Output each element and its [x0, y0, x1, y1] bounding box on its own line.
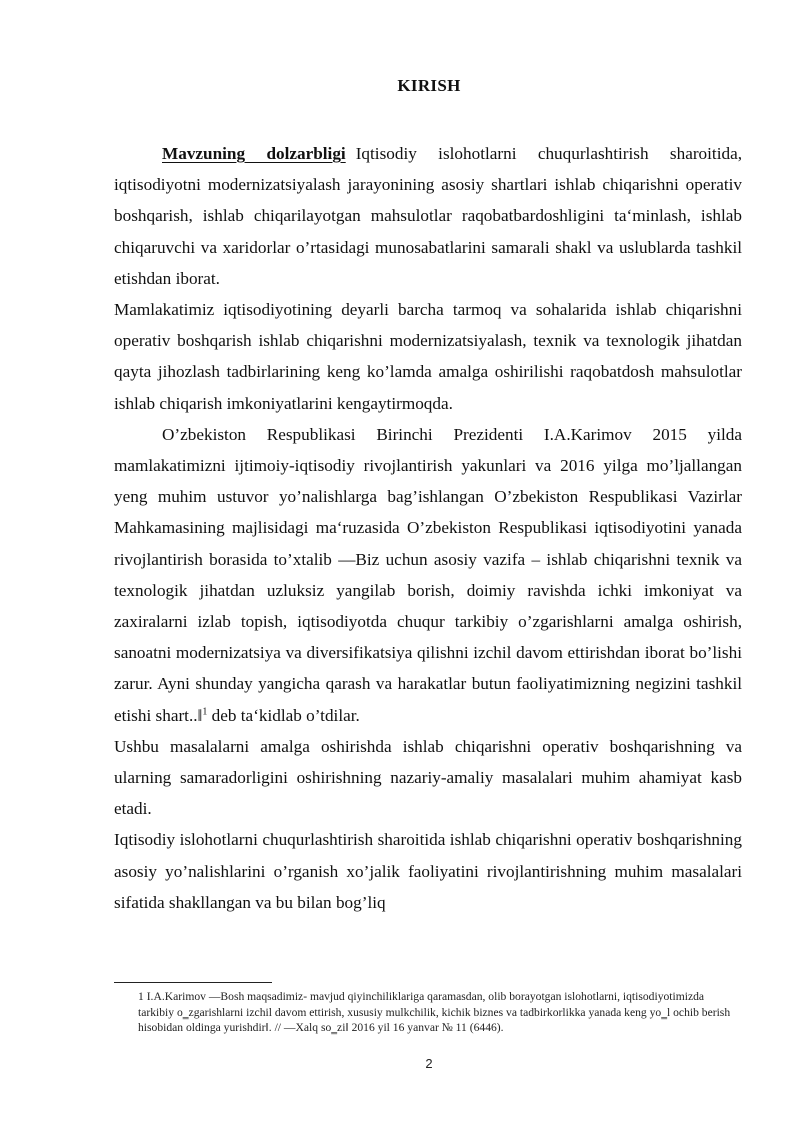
page-number: 2 — [425, 1056, 433, 1071]
relevance-text: Iqtisodiy islohotlarni chuqurlashtirish sharoitida, iqtisodiyotni modernizatsiyalash jarayonining asosiy shartlari ishlab chiqarishni operativ boshqarish, ishlab chiqarilayotgan mahsulotlar raqobatbardoshligini ta‘minlash, ishlab chiqaruvchi va xaridorlar o’rtasidagi munosabatlarini samarali shakl va uslublarda tashkil etishdan iborat. — [114, 144, 742, 288]
footnote-reference: 1 — [202, 705, 208, 717]
paragraph-tasks: Ushbu masalalarni amalga oshirishda ishlab chiqarishni operativ boshqarishning va ularning samaradorligini oshirishning nazariy-amaliy masalalari muhim ahamiyat kasb etadi. — [114, 736, 742, 819]
body-text — [114, 138, 742, 918]
paragraph-president-quote — [114, 419, 742, 731]
paragraph-modernization: Mamlakatimiz iqtisodiyotining deyarli barcha tarmoq va sohalarida ishlab chiqarishni operativ boshqarish ishlab chiqarishni modernizatsiyalash, texnik va texnologik jihatdan qayta jihozlash tadbirlarining keng ko’lamda amalga oshirilishi raqobatdosh mahsulotlar ishlab chiqarish imkoniyatlarini kengaytirmoqda. — [114, 300, 742, 413]
quote-tail: deb ta‘kidlab o’tdilar. — [207, 705, 360, 725]
paragraph-directions: Iqtisodiy islohotlarni chuqurlashtirish sharoitida ishlab chiqarishni operativ boshqarishning asosiy yo’nalishlarini o’rganish xo’jalik faoliyatini rivojlantirishning muhim masalalari sifatida shakllangan va bu bilan bog’liq — [114, 830, 742, 912]
relevance-heading: Mavzuning dolzarbligi — [162, 144, 346, 163]
section-title: KIRISH — [397, 76, 461, 95]
footnote: 1 I.A.Karimov ―Bosh maqsadimiz- mavjud qiyinchiliklariga qaramasdan, olib borayotgan islohotlarni, iqtisodiyotimizda tarkibiy o‗zgarishlarni izchil davom ettirish, xususiy mulkchilik, kichik biznes va tadbirkorlikka yanada keng yo‗l ochib berish hisobidan oldinga yurishdir‖. // ―Xalq so‗zi‖ 2016 yil 16 yanvar № 11 (6446). — [138, 990, 731, 1035]
footnote-divider — [114, 982, 272, 983]
quote-text: O’zbekiston Respublikasi Birinchi Prezidenti I.A.Karimov 2015 yilda mamlakatimizni ijtimoiy-iqtisodiy rivojlantirish yakunlari va 2016 yilga mo’ljallangan yeng muhim ustuvor yo’nalishlarga bag’ishlangan O’zbekiston Respublikasi Vazirlar Mahkamasining majlisidagi ma‘ruzasida O’zbekiston Respublikasi iqtisodiyotini yanada rivojlantirish borasida to’xtalib ―Biz uchun asosiy vazifa – ishlab chiqarishni texnik va texnologik jihatdan uzluksiz yangilab borish, doimiy ravishda ichki imkoniyat va zaxiralarni izlab topish, iqtisodiyotda chuqur tarkibiy o’zgarishlarni amalga oshirish, sanoatni modernizatsiya va diversifikatsiya qilishni izchil davom ettirishdan iborat bo’lishi zarur. Ayni shunday yangicha qarash va harakatlar butun faoliyatimizning negizini tashkil etishi shart..‖ — [114, 424, 742, 725]
paragraph-relevance — [114, 138, 742, 294]
